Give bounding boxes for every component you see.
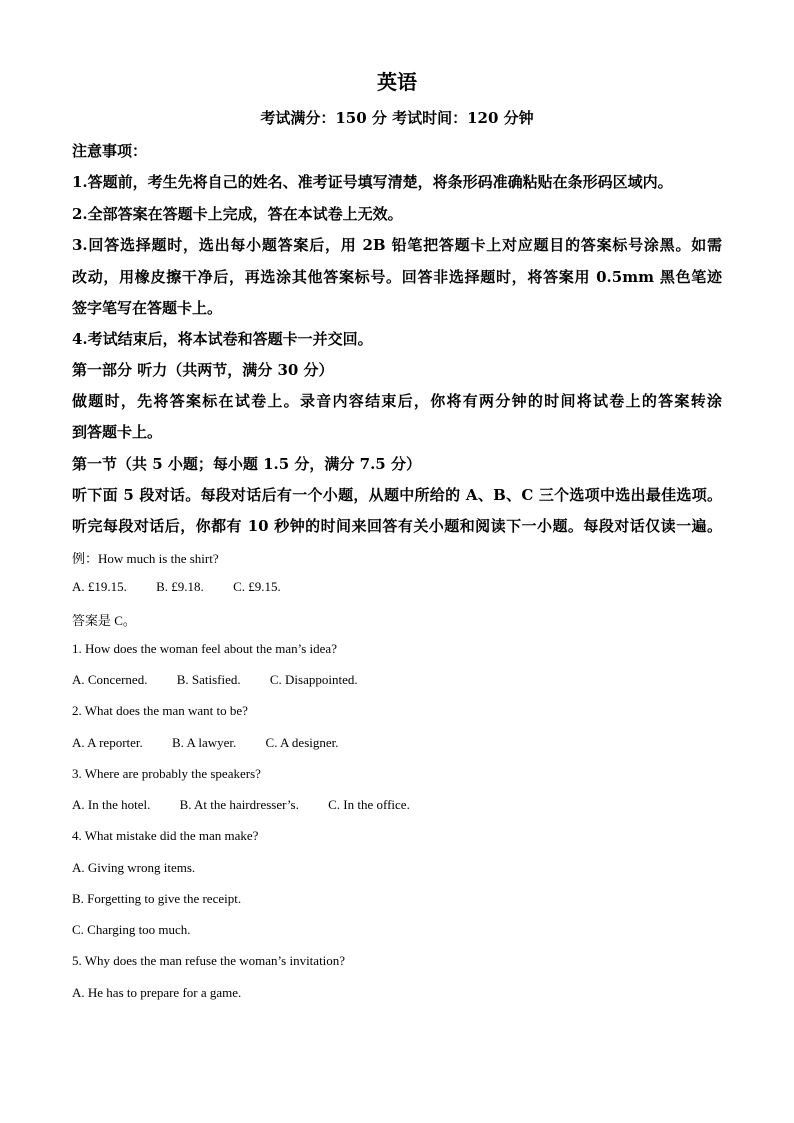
notes-item-3-line-1: 3.回答选择题时，选出每小题答案后，用 2B 铅笔把答题卡上对应题目的答案标号涂黑。如需 bbox=[72, 236, 722, 254]
question-4: 4. What mistake did the man make? bbox=[72, 828, 259, 843]
question-2: 2. What does the man want to be? bbox=[72, 703, 248, 718]
notes-item-3-line-2: 改动，用橡皮擦干净后，再选涂其他答案标号。回答非选择题时，将答案用 0.5mm 黑色笔迹 bbox=[72, 268, 722, 286]
question-4-option-a: A. Giving wrong items. bbox=[72, 860, 196, 875]
example-options bbox=[72, 579, 281, 595]
question-4-option-b: B. Forgetting to give the receipt. bbox=[72, 891, 242, 906]
question-1-option-a: A. Concerned. bbox=[72, 672, 148, 687]
question-2-options bbox=[72, 735, 339, 751]
exam-title: 英语 bbox=[377, 70, 417, 94]
part1-instructions-line-2: 到答题卡上。 bbox=[72, 423, 163, 441]
question-3-option-c: C. In the office. bbox=[328, 797, 410, 812]
example-answer: 答案是 C。 bbox=[72, 613, 136, 628]
exam-subtitle: 考试满分：150 分 考试时间：120 分钟 bbox=[260, 109, 534, 127]
question-1-option-b: B. Satisfied. bbox=[176, 672, 241, 687]
example-option-a: A. £19.15. bbox=[72, 579, 127, 594]
question-3: 3. Where are probably the speakers? bbox=[72, 766, 261, 781]
question-5-option-a: A. He has to prepare for a game. bbox=[72, 985, 242, 1000]
question-3-option-b: B. At the hairdresser’s. bbox=[179, 797, 299, 812]
part1-instructions-line-1: 做题时，先将答案标在试卷上。录音内容结束后，你将有两分钟的时间将试卷上的答案转涂 bbox=[72, 392, 722, 410]
notes-item-4: 4.考试结束后，将本试卷和答题卡一并交回。 bbox=[72, 330, 373, 348]
question-4-option-c: C. Charging too much. bbox=[72, 922, 191, 937]
notes-item-2: 2.全部答案在答题卡上完成，答在本试卷上无效。 bbox=[72, 205, 403, 223]
example-option-b: B. £9.18. bbox=[156, 579, 204, 594]
question-2-option-b: B. A lawyer. bbox=[172, 735, 237, 750]
question-3-options bbox=[72, 797, 410, 813]
question-5: 5. Why does the man refuse the woman’s invitation? bbox=[72, 953, 346, 968]
example-question: 例：How much is the shirt? bbox=[72, 551, 219, 566]
example-option-c: C. £9.15. bbox=[233, 579, 281, 594]
section1-instructions-line-1: 听下面 5 段对话。每段对话后有一个小题，从题中所给的 A、B、C 三个选项中选出最佳选项。 bbox=[72, 486, 722, 504]
notes-heading: 注意事项： bbox=[72, 142, 148, 160]
question-1-options bbox=[72, 672, 358, 688]
section1-heading: 第一节（共 5 小题；每小题 1.5 分，满分 7.5 分） bbox=[72, 455, 421, 473]
question-2-option-c: C. A designer. bbox=[265, 735, 339, 750]
notes-item-1: 1.答题前，考生先将自己的姓名、准考证号填写清楚，将条形码准确粘贴在条形码区域内。 bbox=[72, 173, 673, 191]
question-2-option-a: A. A reporter. bbox=[72, 735, 143, 750]
question-1: 1. How does the woman feel about the man’s idea? bbox=[72, 641, 337, 656]
question-3-option-a: A. In the hotel. bbox=[72, 797, 151, 812]
part1-heading: 第一部分 听力（共两节，满分 30 分） bbox=[72, 361, 334, 379]
question-1-option-c: C. Disappointed. bbox=[269, 672, 358, 687]
section1-instructions-line-2: 听完每段对话后，你都有 10 秒钟的时间来回答有关小题和阅读下一小题。每段对话仅读一遍。 bbox=[72, 517, 722, 535]
notes-item-3-line-3: 签字笔写在答题卡上。 bbox=[72, 299, 223, 317]
